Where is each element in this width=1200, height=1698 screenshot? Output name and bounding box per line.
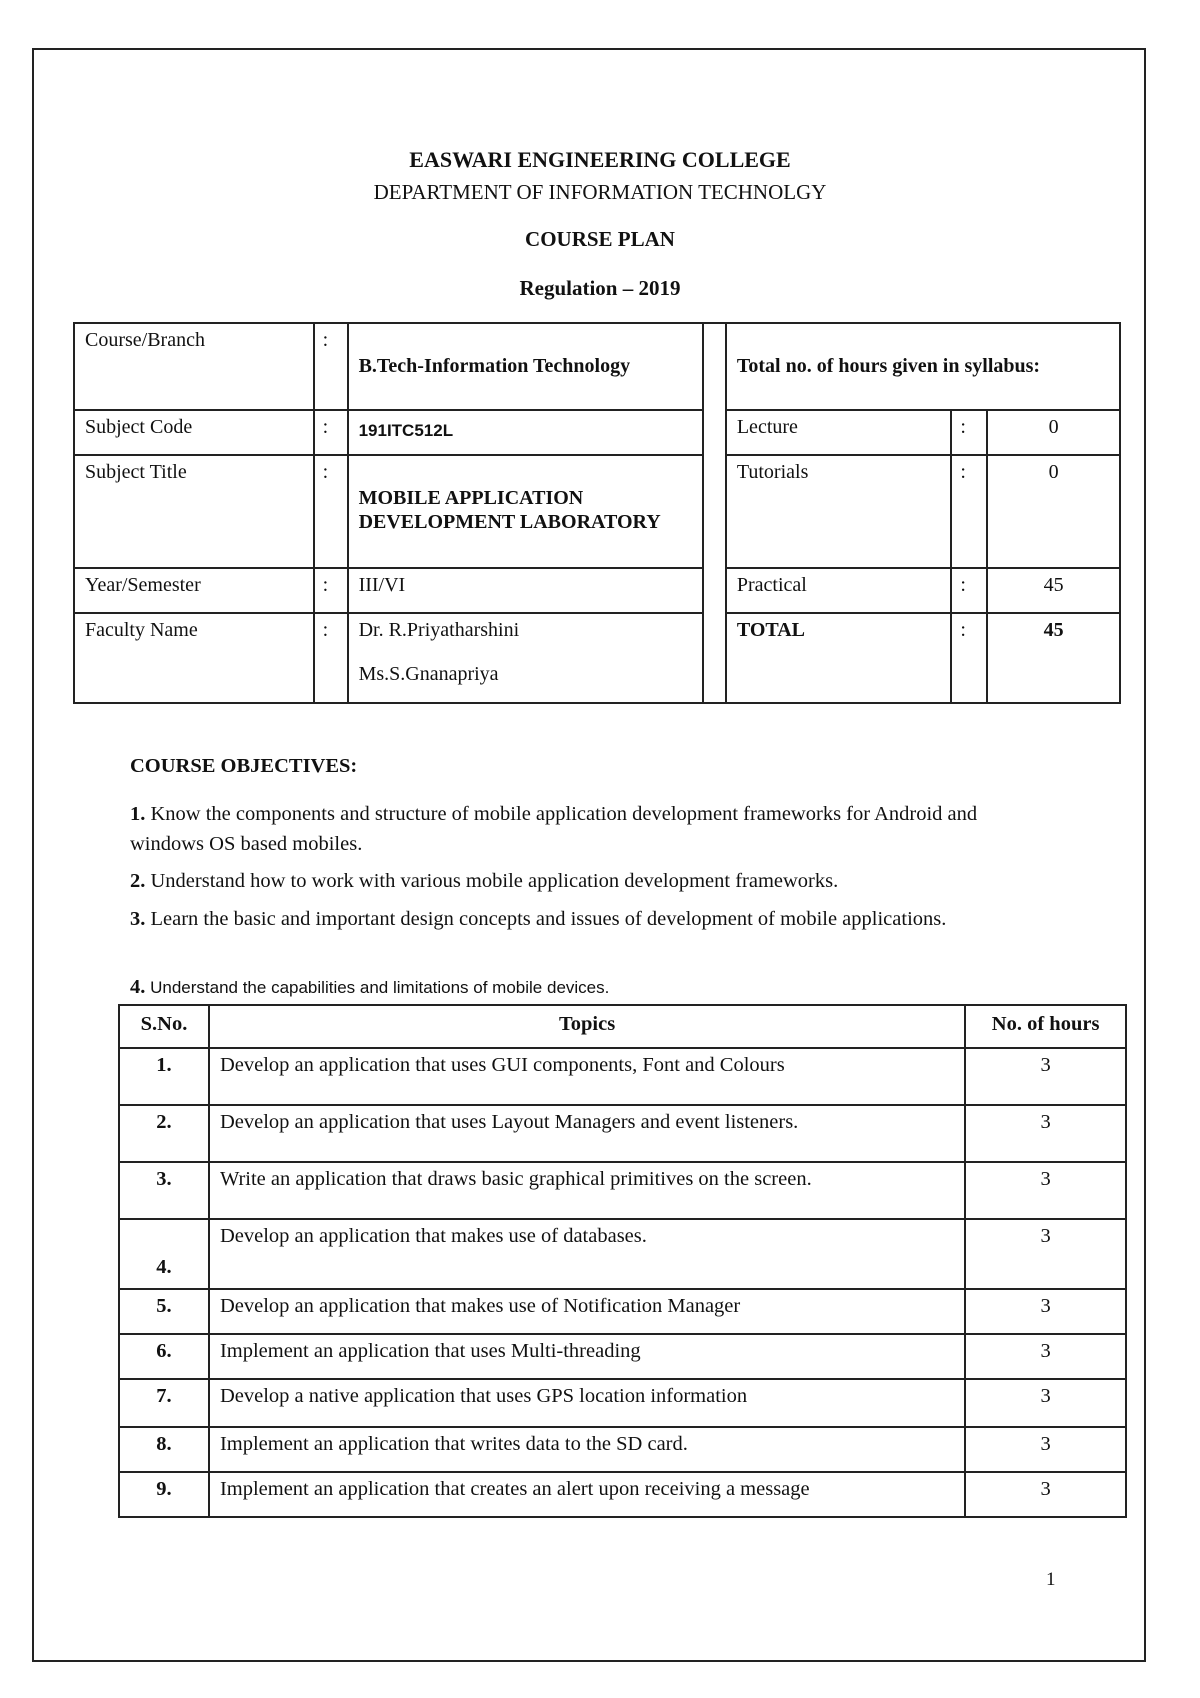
row-sno: 2. <box>119 1105 209 1162</box>
row-topic: Develop an application that makes use of Notification Manager <box>209 1289 965 1334</box>
row-hours: 3 <box>965 1219 1126 1289</box>
row-topic: Write an application that draws basic graphical primitives on the screen. <box>209 1162 965 1219</box>
practical-label: Practical <box>726 568 952 613</box>
row-sno: 5. <box>119 1289 209 1334</box>
colon: : <box>314 568 348 613</box>
colon: : <box>314 455 348 568</box>
table-row <box>119 1219 1126 1289</box>
table-row <box>119 1162 1126 1219</box>
faculty-label: Faculty Name <box>74 613 314 703</box>
hours-heading: Total no. of hours given in syllabus: <box>726 323 1120 410</box>
department-name: DEPARTMENT OF INFORMATION TECHNOLGY <box>373 180 827 204</box>
subject-code-label: Subject Code <box>74 410 314 455</box>
row-topic: Develop an application that uses GUI components, Font and Colours <box>209 1048 965 1105</box>
course-info-table <box>73 322 1121 704</box>
row-hours: 3 <box>965 1105 1126 1162</box>
table-row <box>119 1105 1126 1162</box>
hours-header: No. of hours <box>965 1005 1126 1048</box>
colon: : <box>314 410 348 455</box>
row-hours: 3 <box>965 1427 1126 1472</box>
row-sno: 3. <box>119 1162 209 1219</box>
table-row <box>119 1334 1126 1379</box>
document-title: COURSE PLAN <box>525 227 675 251</box>
row-topic: Develop an application that makes use of databases. <box>209 1219 965 1289</box>
year-semester-label: Year/Semester <box>74 568 314 613</box>
practical-hours: 45 <box>987 568 1120 613</box>
row-sno: 9. <box>119 1472 209 1517</box>
colon: : <box>951 613 987 703</box>
row-hours: 3 <box>965 1472 1126 1517</box>
total-hours: 45 <box>987 613 1120 703</box>
faculty-name-1: Dr. R.Priyatharshini <box>358 619 520 641</box>
row-hours: 3 <box>965 1162 1126 1219</box>
lecture-hours: 0 <box>987 410 1120 455</box>
subject-code-value: 191ITC512L <box>348 410 703 455</box>
subject-title-value: MOBILE APPLICATION DEVELOPMENT LABORATORY <box>348 455 703 568</box>
objective-3: 3. Learn the basic and important design concepts and issues of development of mobile applications. <box>130 908 947 930</box>
lecture-label: Lecture <box>726 410 952 455</box>
tutorials-label: Tutorials <box>726 455 952 568</box>
column-separator <box>703 323 726 703</box>
faculty-names <box>348 613 703 703</box>
course-branch-value: B.Tech-Information Technology <box>348 323 703 410</box>
page-number: 1 <box>1046 1569 1056 1590</box>
colon: : <box>951 568 987 613</box>
row-topic: Develop a native application that uses GPS location information <box>209 1379 965 1427</box>
row-hours: 3 <box>965 1334 1126 1379</box>
table-row <box>119 1379 1126 1427</box>
colon: : <box>314 613 348 703</box>
table-row <box>119 1427 1126 1472</box>
row-topic: Implement an application that writes data to the SD card. <box>209 1427 965 1472</box>
objectives-title: COURSE OBJECTIVES: <box>130 755 358 777</box>
year-semester-value: III/VI <box>348 568 703 613</box>
tutorials-hours: 0 <box>987 455 1120 568</box>
row-sno: 6. <box>119 1334 209 1379</box>
course-branch-label: Course/Branch <box>74 323 314 410</box>
table-row <box>119 1289 1126 1334</box>
topics-header: Topics <box>209 1005 965 1048</box>
row-topic: Implement an application that creates an alert upon receiving a message <box>209 1472 965 1517</box>
row-topic: Develop an application that uses Layout Managers and event listeners. <box>209 1105 965 1162</box>
table-row <box>119 1048 1126 1105</box>
row-sno: 4. <box>119 1219 209 1289</box>
topics-table <box>118 1004 1127 1518</box>
total-label: TOTAL <box>726 613 952 703</box>
table-row <box>119 1472 1126 1517</box>
objective-1: 1. Know the components and structure of mobile application development frameworks for Android and windows OS based mobiles. <box>130 803 978 855</box>
row-hours: 3 <box>965 1048 1126 1105</box>
row-sno: 8. <box>119 1427 209 1472</box>
objective-4: 4. Understand the capabilities and limitations of mobile devices. <box>130 976 610 998</box>
faculty-name-2: Ms.S.Gnanapriya <box>358 663 499 685</box>
colon: : <box>951 455 987 568</box>
row-sno: 7. <box>119 1379 209 1427</box>
row-hours: 3 <box>965 1289 1126 1334</box>
sno-header: S.No. <box>119 1005 209 1048</box>
colon: : <box>314 323 348 410</box>
row-sno: 1. <box>119 1048 209 1105</box>
subject-title-label: Subject Title <box>74 455 314 568</box>
row-hours: 3 <box>965 1379 1126 1427</box>
regulation: Regulation – 2019 <box>519 276 681 300</box>
row-topic: Implement an application that uses Multi-threading <box>209 1334 965 1379</box>
objective-2: 2. Understand how to work with various mobile application development frameworks. <box>130 870 839 892</box>
colon: : <box>951 410 987 455</box>
college-name: EASWARI ENGINEERING COLLEGE <box>409 147 791 172</box>
